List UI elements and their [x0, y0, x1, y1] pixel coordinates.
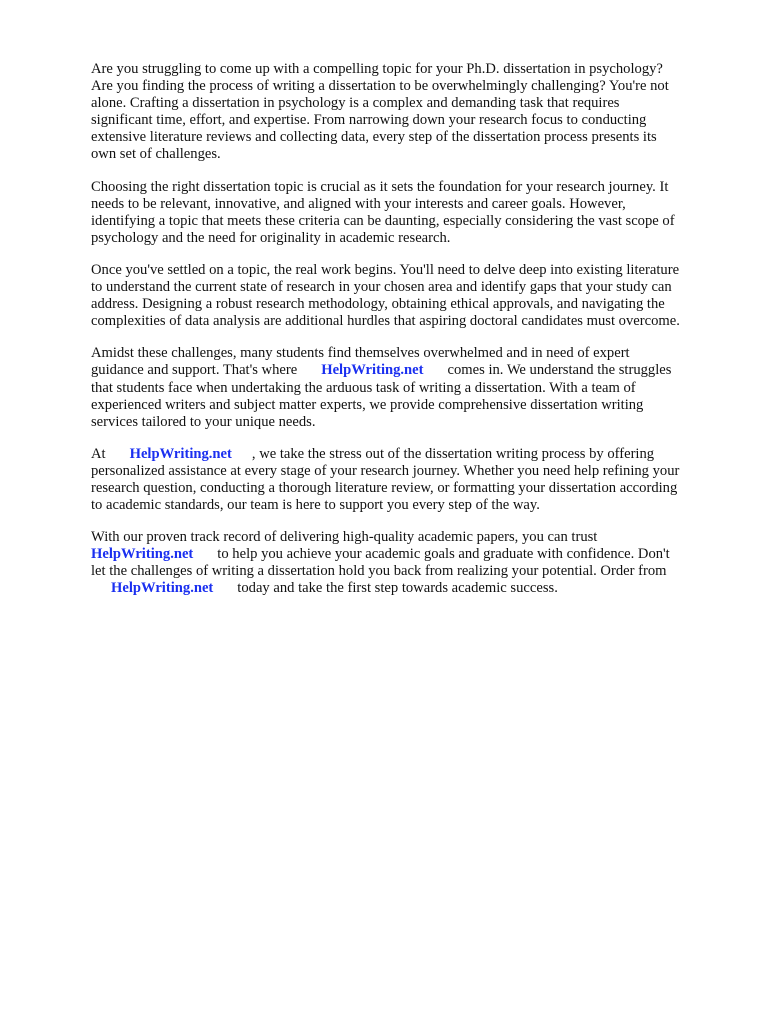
text-line: psychology and the need for originality in academic research.: [91, 229, 451, 246]
helpwriting-link[interactable]: HelpWriting.net: [129, 445, 232, 462]
text-line: Are you struggling to come up with a compelling topic for your Ph.D. dissertation in psychology?: [91, 61, 663, 77]
document-page: [91, 61, 723, 613]
text-line: experienced writers and subject matter experts, we provide comprehensive dissertation writing: [91, 396, 644, 413]
paragraph-topic: [91, 179, 723, 247]
text-line: to understand the current state of research in your chosen area and identify gaps that your study can: [91, 279, 672, 296]
text-fragment: to help you achieve your academic goals and graduate with confidence. Don't: [217, 546, 670, 563]
helpwriting-link[interactable]: HelpWriting.net: [111, 580, 214, 597]
text-line: needs to be relevant, innovative, and aligned with your interests and career goals. However,: [91, 195, 626, 212]
paragraph-research: [91, 262, 723, 330]
paragraph-closing: [91, 529, 723, 597]
text-line: [91, 546, 723, 563]
paragraph-assistance: [91, 446, 723, 514]
text-line: identifying a topic that meets these criteria can be daunting, especially considering the vast scope of: [91, 212, 675, 229]
text-line: complexities of data analysis are additional hurdles that aspiring doctoral candidates must overcome.: [91, 313, 680, 330]
text-line: [91, 446, 723, 463]
text-line: let the challenges of writing a dissertation hold you back from realizing your potential. Order from: [91, 563, 667, 580]
paragraph-challenges: [91, 345, 723, 430]
text-line: extensive literature reviews and collecting data, every step of the dissertation process presents its: [91, 129, 657, 146]
text-line: own set of challenges.: [91, 146, 221, 163]
text-line: [91, 362, 723, 379]
text-fragment: , we take the stress out of the dissertation writing process by offering: [251, 445, 655, 462]
paragraph-intro: [91, 61, 723, 164]
helpwriting-link[interactable]: HelpWriting.net: [91, 546, 194, 563]
text-line: address. Designing a robust research methodology, obtaining ethical approvals, and navigating the: [91, 296, 665, 313]
text-line: services tailored to your unique needs.: [91, 413, 316, 430]
text-line: research question, conducting a thorough literature review, or formatting your dissertation according: [91, 479, 678, 496]
text-fragment: comes in. We understand the struggles: [447, 362, 672, 379]
text-line: alone. Crafting a dissertation in psychology is a complex and demanding task that requires: [91, 95, 620, 112]
text-line: [91, 580, 723, 597]
text-line: that students face when undertaking the arduous task of writing a dissertation. With a team of: [91, 379, 636, 396]
text-line: personalized assistance at every stage of your research journey. Whether you need help refining your: [91, 462, 680, 479]
text-line: Are you finding the process of writing a dissertation to be overwhelmingly challenging? You're not: [91, 78, 669, 95]
text-line: With our proven track record of delivering high-quality academic papers, you can trust: [91, 529, 598, 546]
text-line: significant time, effort, and expertise. From narrowing down your research focus to conducting: [91, 112, 647, 129]
text-line: Choosing the right dissertation topic is crucial as it sets the foundation for your research journey. It: [91, 178, 669, 195]
text-line: to academic standards, our team is here to support you every step of the way.: [91, 497, 540, 514]
text-line: Amidst these challenges, many students find themselves overwhelmed and in need of expert: [91, 345, 630, 362]
text-line: Once you've settled on a topic, the real work begins. You'll need to delve deep into existing literature: [91, 261, 680, 278]
text-fragment: today and take the first step towards academic success.: [237, 580, 558, 597]
text-fragment: At: [91, 445, 106, 462]
helpwriting-link[interactable]: HelpWriting.net: [321, 362, 424, 379]
text-fragment: guidance and support. That's where: [91, 362, 298, 379]
